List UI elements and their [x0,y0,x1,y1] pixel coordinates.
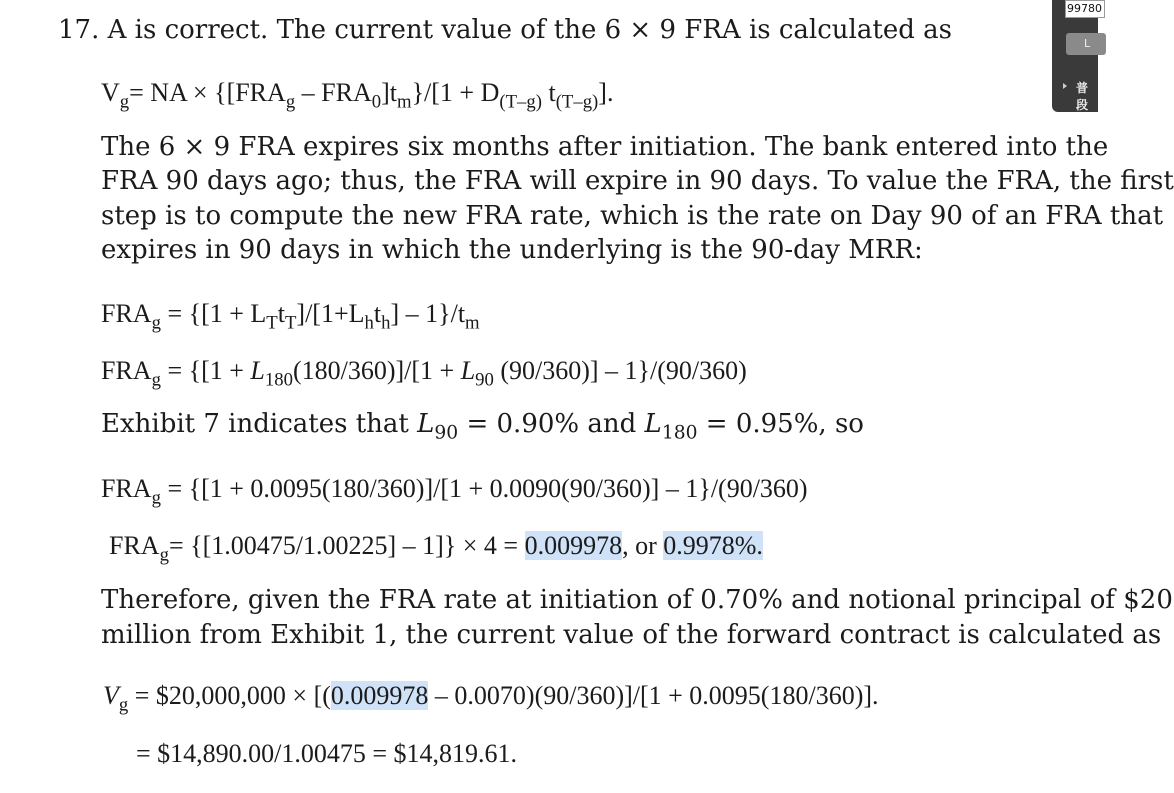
highlighted-rate-percent[interactable]: 0.9978%. [663,531,763,560]
caret-right-icon[interactable] [1063,83,1067,89]
paragraph-line: million from Exhibit 1, the current value of the forward contract is calculated as [101,620,1162,650]
floating-toolbar [1052,0,1102,112]
paragraph-line: The 6 × 9 FRA expires six months after initiation. The bank entered into the [101,132,1109,162]
highlighted-rate-in-value[interactable]: 0.009978 [330,681,429,710]
question-heading-text: A is correct. The current value of the 6 × 9 FRA is calculated as [107,15,952,45]
highlighted-rate-decimal[interactable]: 0.009978 [524,531,623,560]
formula-fra-result: $FRA_g= \{[1.00475/1.00225] - 1]\} \times 4 = 0.009978$, or 0.9978%. [109,531,763,566]
widget-menu-label[interactable]: 普段 [1076,81,1089,112]
question-number: 17. [58,15,100,45]
widget-search-input[interactable]: 99780 [1065,0,1105,18]
question-heading [58,17,952,43]
formula-fra-general: $FRA_g = \{[1 + L_Tt_T]/[1+L_ht_h] - 1\}/t_m$ [101,299,480,334]
formula-value-general: $V_g=$ NA × $\{[FRA_g - FRA_0]t_m\}/[1 + D_{(T-g)}$ $t_{(T-g)}$]. [101,78,614,113]
formula-fra-values: $FRA_g = \{[1 + 0.0095(180/360)]/[1 + 0.0090(90/360)] - 1\}/(90/360)$ [101,474,808,509]
formula-fra-days: $FRA_g = \{[1 + L_{180}(180/360)]/[1 + L_{90}$ (90/360)] – 1}/(90/360) [101,356,747,391]
exhibit-rates-line: Exhibit 7 indicates that $L_{90} = 0.90\%$ and $L_{180} = 0.95\%$, so [101,409,864,444]
formula-contract-value: $V_g$ = $20,000,000 × [(0.009978 – 0.0070)(90/360)]/[1 + 0.0095(180/360)]. [103,681,879,716]
paragraph-line: FRA 90 days ago; thus, the FRA will expire in 90 days. To value the FRA, the first [101,166,1174,196]
widget-action-button[interactable]: L [1066,33,1106,55]
paragraph-line: Therefore, given the FRA rate at initiation of 0.70% and notional principal of $20 [101,585,1173,615]
formula-final-value: = $14,890.00/1.00475 = $14,819.61. [136,739,518,768]
paragraph-line: step is to compute the new FRA rate, which is the rate on Day 90 of an FRA that [101,201,1164,231]
paragraph-line: expires in 90 days in which the underlying is the 90-day MRR: [101,235,923,265]
